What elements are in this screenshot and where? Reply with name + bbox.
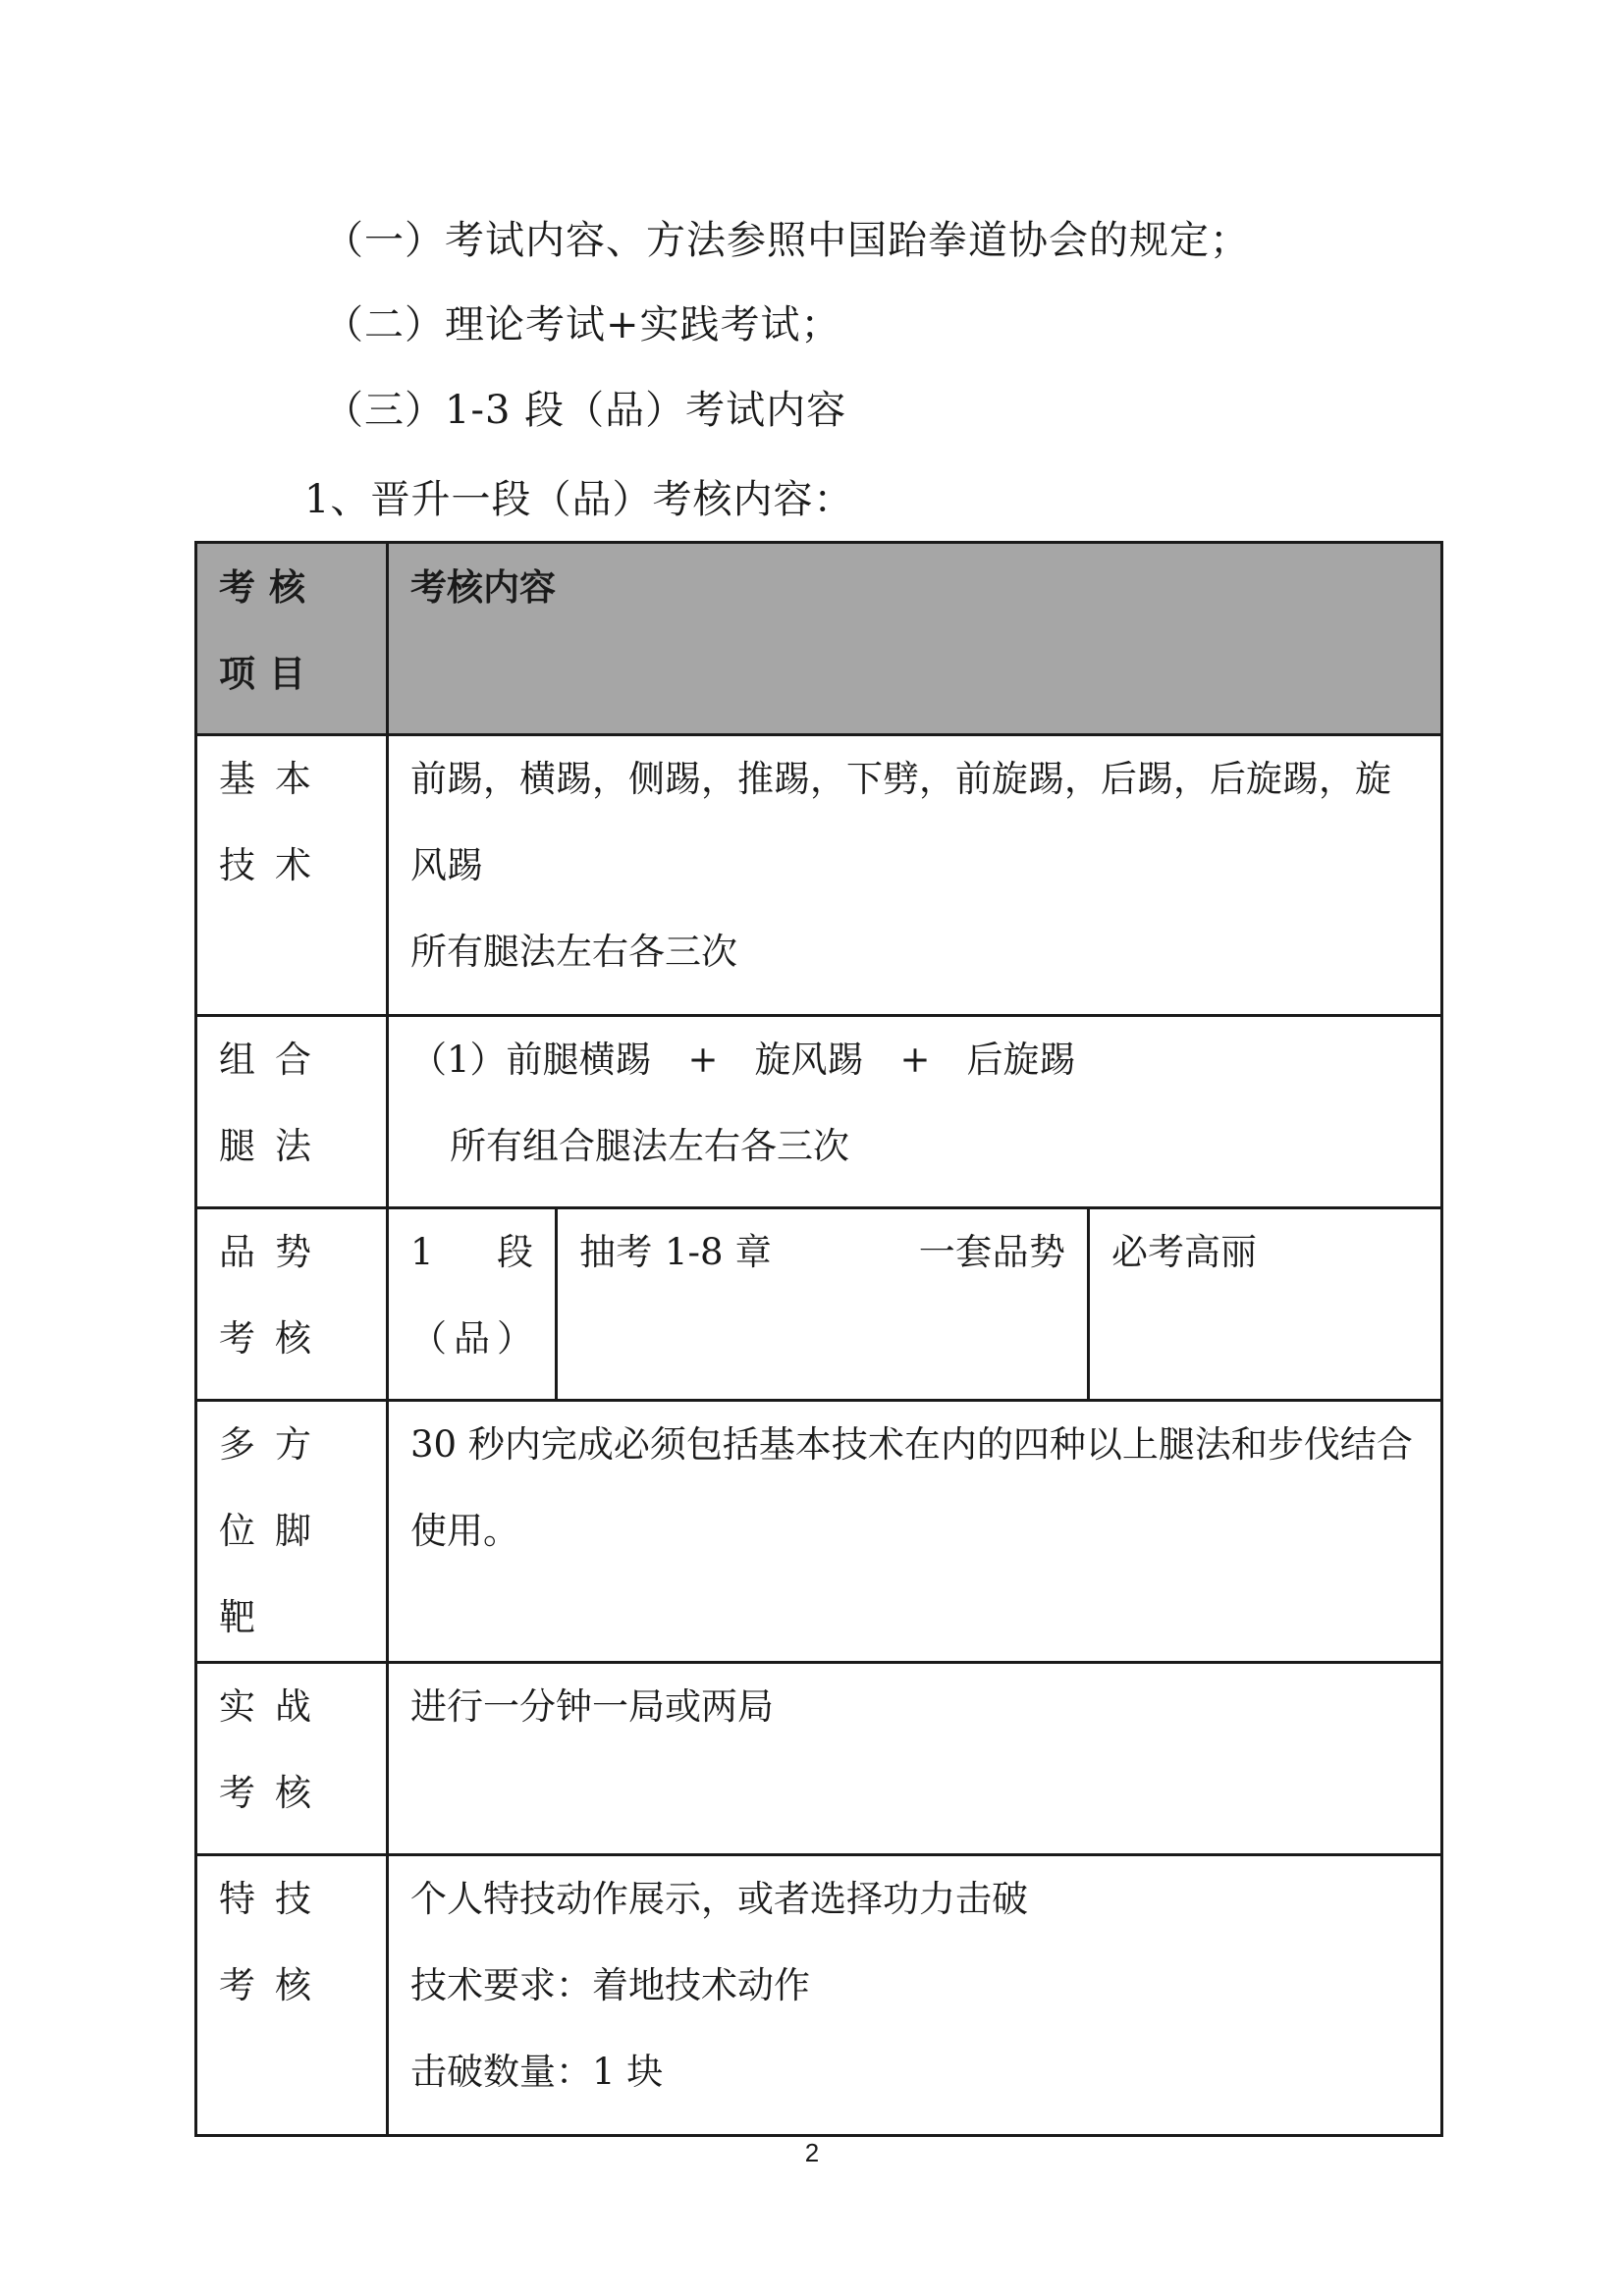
row-special-line-1: 个人特技动作展示，或者选择功力击破 (410, 1878, 1028, 1920)
row-special-content (388, 1855, 1442, 2136)
table-row-combo (196, 1016, 1442, 1208)
rule-line-1: （一）考试内容、方法参照中国跆拳道协会的规定； (324, 218, 1250, 263)
row-basic-line-1: 前踢，横踢，侧踢，推踢，下劈，前旋踢，后踢，后旋踢，旋风踢 (410, 758, 1391, 886)
row-sparring-content: 进行一分钟一局或两局 (388, 1663, 1442, 1855)
exam-content-table (194, 541, 1443, 2137)
table-row-sparring (196, 1663, 1442, 1855)
rule-line-2: （二）理论考试+实践考试； (324, 302, 841, 347)
row-poomsae-item: 品势考核 (196, 1208, 388, 1401)
page-number: 2 (804, 2138, 820, 2167)
row-sparring-item: 实战考核 (196, 1663, 388, 1855)
row-combo-item: 组合腿法 (196, 1016, 388, 1208)
table-row-target (196, 1401, 1442, 1663)
table-row-poomsae (196, 1208, 1442, 1401)
header-content-cell: 考核内容 (388, 543, 1442, 735)
row-poomsae-draw: 抽考 1-8 章 一套品势 (557, 1208, 1089, 1401)
row-special-line-2: 技术要求：着地技术动作 (410, 1964, 810, 2006)
row-target-content: 30 秒内完成必须包括基本技术在内的四种以上腿法和步伐结合使用。 (388, 1401, 1442, 1663)
row-combo-content (388, 1016, 1442, 1208)
row-target-item: 多方位脚靶 (196, 1401, 388, 1663)
row-poomsae-required: 必考高丽 (1089, 1208, 1442, 1401)
row-basic-content (388, 735, 1442, 1016)
row-basic-line-2: 所有腿法左右各三次 (410, 931, 737, 973)
section-heading: 1、晋升一段（品）考核内容： (304, 477, 854, 522)
row-poomsae-level: 1 段（品） (388, 1208, 557, 1401)
table-row-special (196, 1855, 1442, 2136)
row-combo-line-2: 所有组合腿法左右各三次 (450, 1125, 849, 1167)
row-special-line-3: 击破数量：1 块 (410, 2051, 664, 2093)
row-basic-item: 基本技术 (196, 735, 388, 1016)
row-special-item: 特技考核 (196, 1855, 388, 2136)
table-row-basic (196, 735, 1442, 1016)
rule-line-3: （三）1-3 段（品）考试内容 (324, 388, 847, 433)
table-header-row (196, 543, 1442, 735)
header-item-cell: 考核项目 (196, 543, 388, 735)
row-combo-line-1: （1）前腿横踢 + 旋风踢 + 后旋踢 (410, 1039, 1076, 1081)
